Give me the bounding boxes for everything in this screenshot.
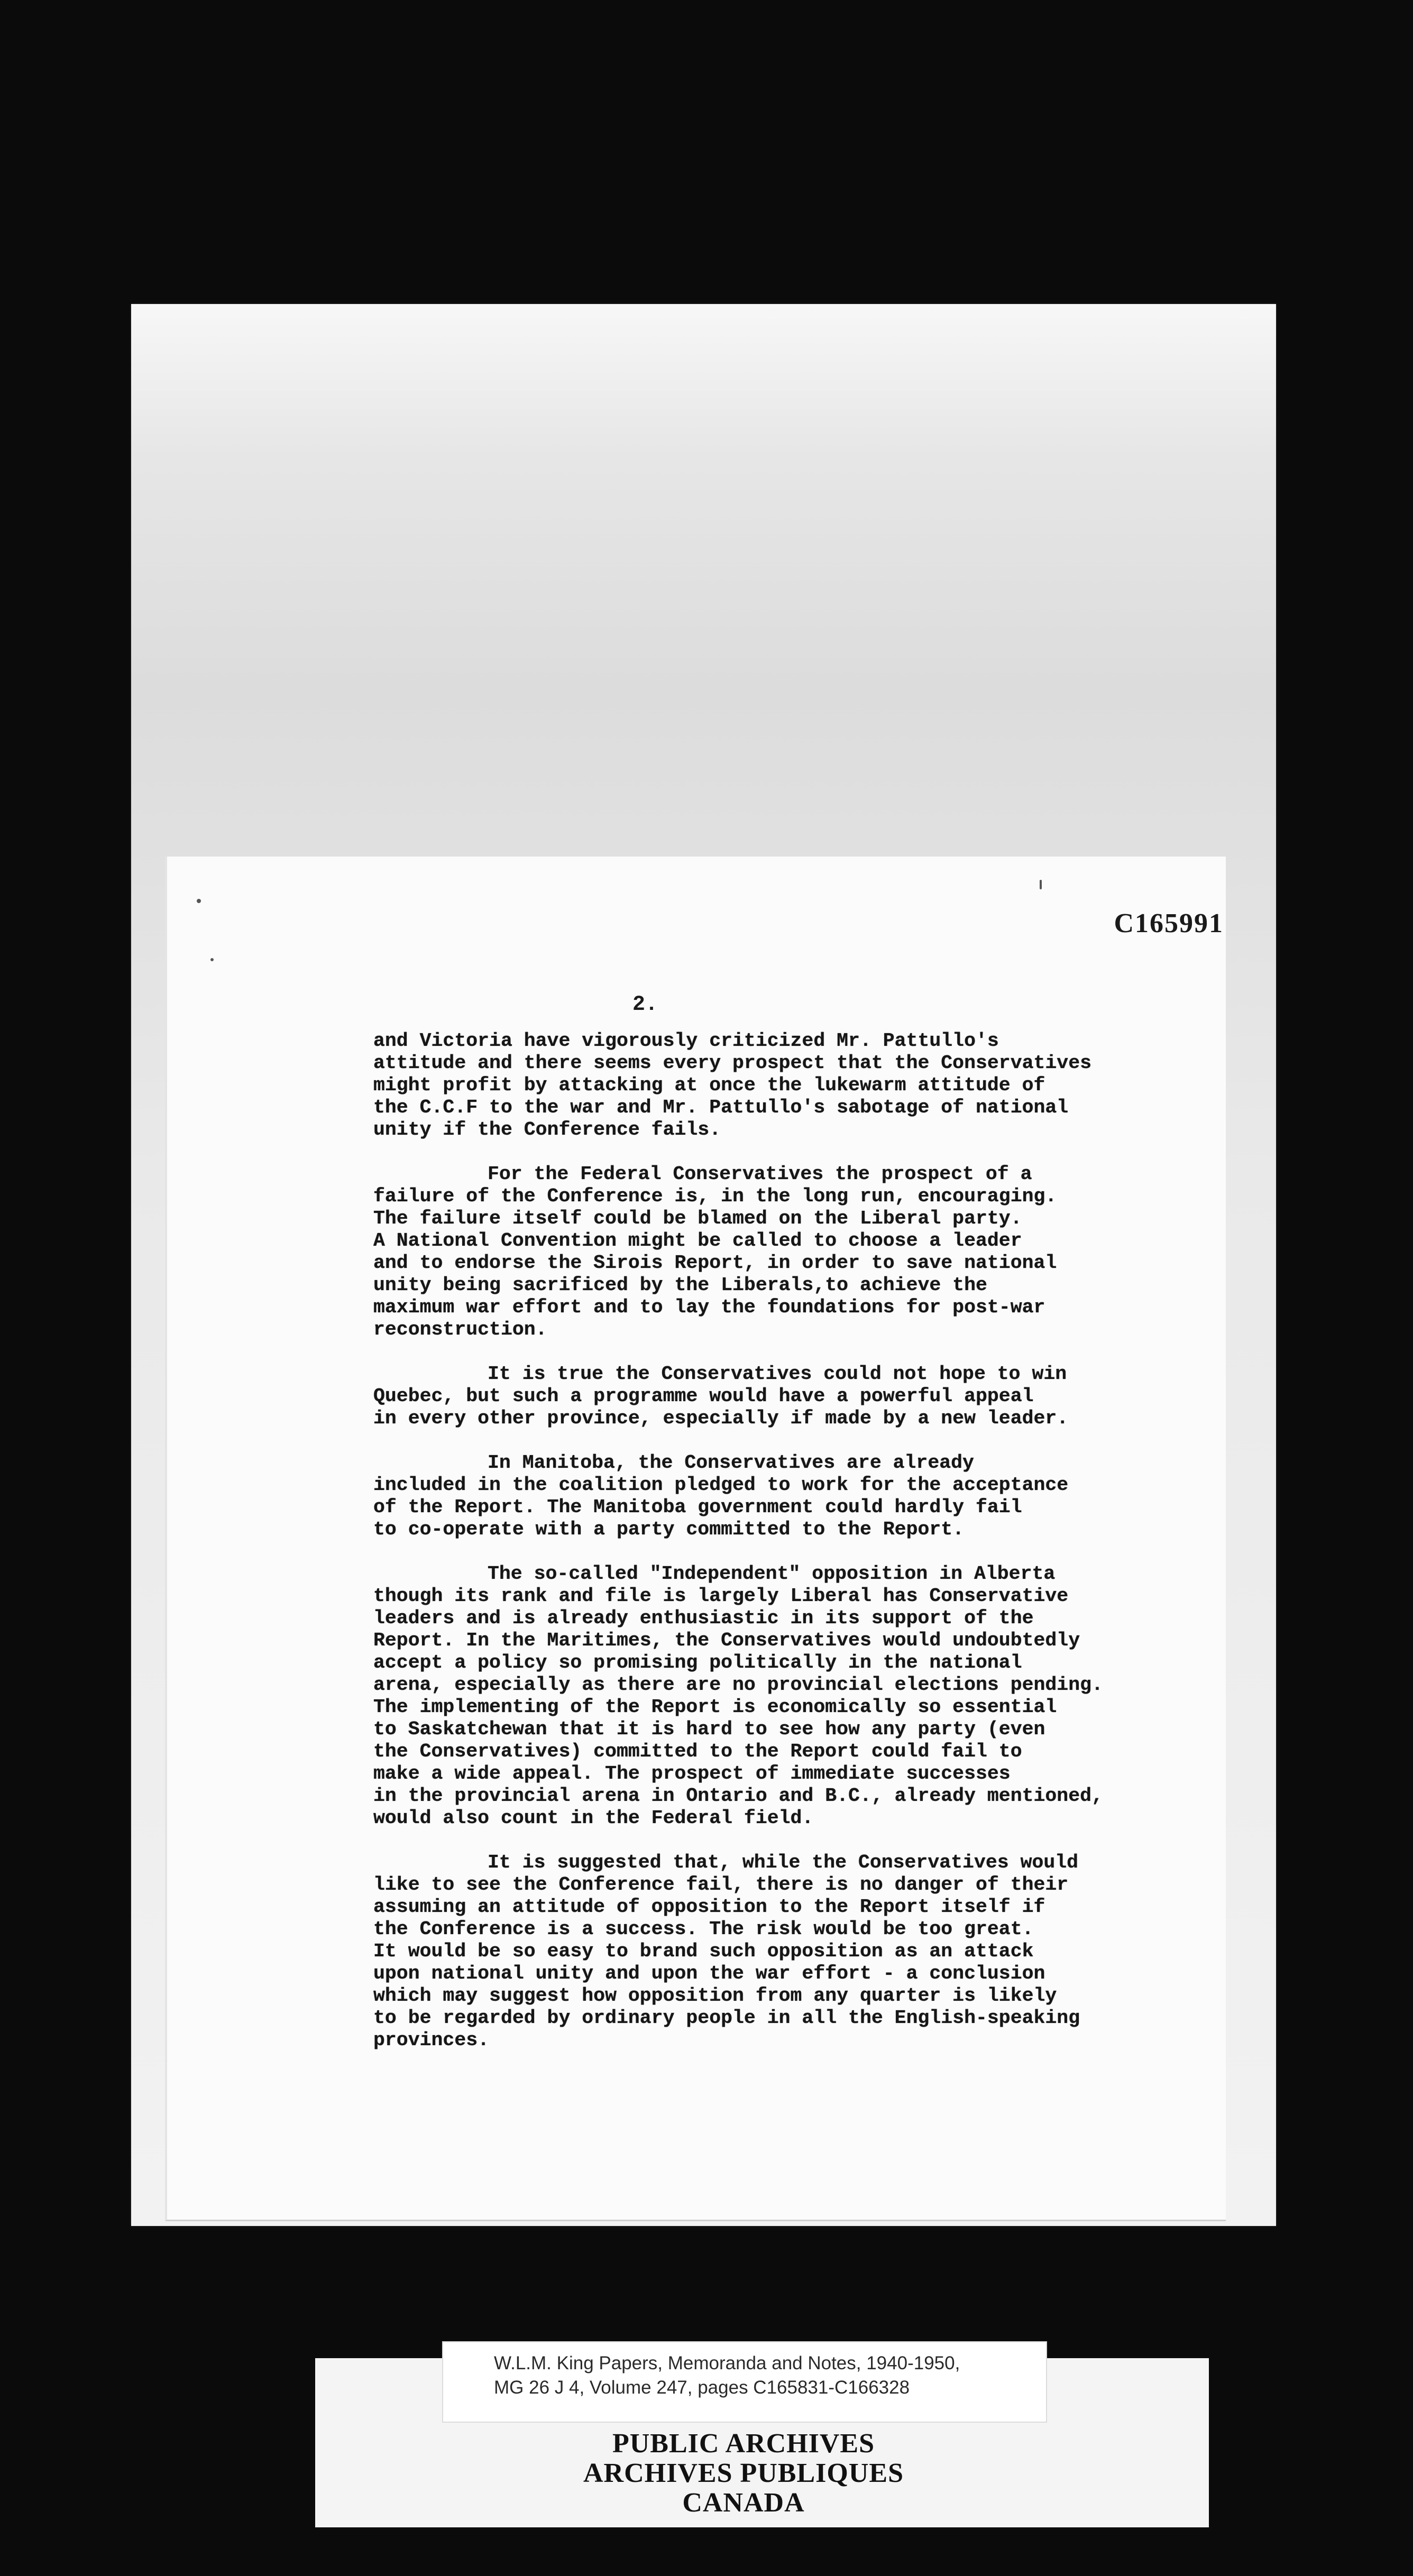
scan-speck: [197, 899, 201, 903]
memo-page: [165, 857, 1226, 2221]
paragraph-5: The so-called "Independent" opposition in Alberta though its rank and file is largely Liberal has Conservative leaders and is already enthusiastic in its support of the Report. In the Maritimes, the Conservatives would undoubtedly accept a policy so promising politically in the national arena, especially as there are no provincial elections pending. The implementing of the Report is economically so essential to Saskatchewan that it is hard to see how any party (even the Conservatives) committed to the Report could fail to make a wide appeal. The prospect of immediate successes in the provincial arena in Ontario and B.C., already mentioned, would also count in the Federal field.: [373, 1563, 1103, 1829]
archive-reference-line-2: MG 26 J 4, Volume 247, pages C165831-C166328: [494, 2377, 910, 2398]
page-number: 2.: [632, 993, 658, 1017]
paragraph-1: and Victoria have vigorously criticized Mr. Pattullo's attitude and there seems every prospect that the Conservatives might profit by attacking at once the lukewarm attitude of the C.C.F to the war and Mr. Pattullo's sabotage of national unity if the Conference fails.: [373, 1030, 1092, 1140]
archive-reference-label: [442, 2341, 1047, 2423]
public-archives-label: [442, 2422, 1045, 2527]
paragraph-3: It is true the Conservatives could not hope to win Quebec, but such a programme would have a powerful appeal in every other province, especially if made by a new leader.: [373, 1363, 1069, 1429]
paragraph-6: It is suggested that, while the Conservatives would like to see the Conference fail, there is no danger of their assuming an attitude of opposition to the Report itself if the Conference is a success. The risk would be too great. It would be so easy to brand such opposition as an attack upon national unity and upon the war effort - a conclusion which may suggest how opposition from any quarter is likely to be regarded by ordinary people in all the English-speaking provinces.: [373, 1852, 1080, 2051]
paragraph-4: In Manitoba, the Conservatives are already included in the coalition pledged to work for the acceptance of the Report. The Manitoba government could hardly fail to co-operate with a party committed to the Report.: [373, 1452, 1069, 1540]
archive-seal-line-1: PUBLIC ARCHIVES: [612, 2428, 875, 2459]
archive-reference-line-1: W.L.M. King Papers, Memoranda and Notes, 1940-1950,: [494, 2353, 960, 2373]
archive-seal-line-2: ARCHIVES PUBLIQUES: [583, 2458, 904, 2488]
archive-stamp-number: C165991: [1114, 908, 1224, 939]
memo-body: [373, 1030, 1219, 2074]
scan-speck: [1040, 880, 1042, 889]
archive-seal-line-3: CANADA: [682, 2488, 805, 2518]
scan-speck: [210, 958, 214, 961]
paragraph-2: For the Federal Conservatives the prospect of a failure of the Conference is, in the long run, encouraging. The failure itself could be blamed on the Liberal party. A National Convention might be called to choose a leader and to endorse the Sirois Report, in order to save national unity being sacrificed by the Liberals,to achieve the maximum war effort and to lay the foundations for post-war reconstruction.: [373, 1163, 1057, 1340]
